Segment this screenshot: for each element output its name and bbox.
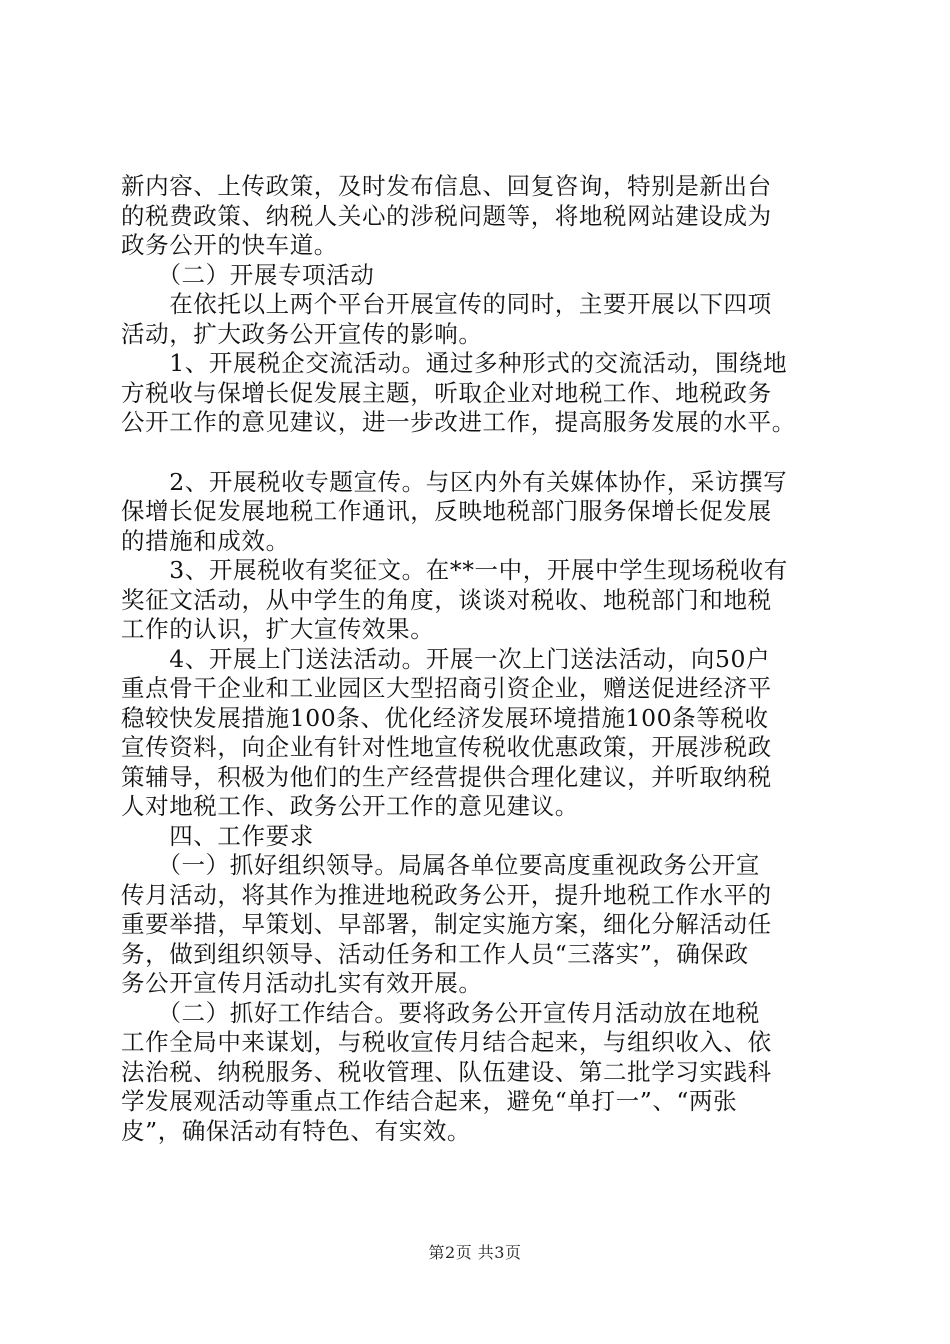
text-line: 宣传资料，向企业有针对性地宣传税收优惠政策，开展涉税政 (121, 733, 772, 761)
page-footer: 第2页 共3页 (428, 1243, 522, 1262)
text-line: 的税费政策、纳税人关心的涉税问题等，将地税网站建设成为 (121, 201, 772, 230)
text-line: 务公开宣传月活动扎实有效开展。 (121, 969, 483, 997)
text-line: 公开工作的意见建议，进一步改进工作，提高服务发展的水平。 (121, 408, 796, 436)
text-line: 2、开展税收专题宣传。与区内外有关媒体协作，采访撰写 (121, 467, 788, 496)
text-line: 重点骨干企业和工业园区大型招商引资企业，赠送促进经济平 (121, 674, 772, 702)
text-line: 重要举措，早策划、早部署，制定实施方案，细化分解活动任 (121, 910, 772, 938)
text-line: （一）抓好组织领导。局属各单位要高度重视政务公开宣 (121, 851, 760, 879)
text-line: 3、开展税收有奖征文。在**一中，开展中学生现场税收有 (121, 556, 788, 584)
text-line: 政务公开的快车道。 (121, 231, 338, 259)
text-line: 在依托以上两个平台开展宣传的同时，主要开展以下四项 (121, 290, 772, 318)
text-line: 新内容、上传政策，及时发布信息、回复咨询，特别是新出台 (121, 172, 772, 200)
document-body (121, 172, 833, 1146)
text-line: 务，做到组织领导、活动任务和工作人员“三落实”，确保政 (121, 939, 749, 968)
text-line: 保增长促发展地税工作通讯，反映地税部门服务保增长促发展 (121, 497, 772, 525)
text-line: 工作的认识，扩大宣传效果。 (121, 615, 435, 643)
section-heading: 四、工作要求 (121, 821, 314, 850)
text-line: 奖征文活动，从中学生的角度，谈谈对税收、地税部门和地税 (121, 585, 772, 614)
text-line: 的措施和成效。 (121, 526, 290, 555)
text-line: 人对地税工作、政务公开工作的意见建议。 (121, 792, 579, 820)
text-line: 稳较快发展措施100条、优化经济发展环境措施100条等税收 (121, 703, 769, 732)
text-line: 策辅导，积极为他们的生产经营提供合理化建议，并听取纳税 (121, 762, 772, 791)
text-line: 1、开展税企交流活动。通过多种形式的交流活动，围绕地 (121, 349, 788, 377)
text-line: 4、开展上门送法活动。开展一次上门送法活动，向50户 (121, 644, 771, 673)
text-line: 方税收与保增长促发展主题，听取企业对地税工作、地税政务 (121, 378, 772, 407)
text-line: 学发展观活动等重点工作结合起来，避免“单打一”、“两张 (121, 1087, 738, 1115)
text-line: 传月活动，将其作为推进地税政务公开，提升地税工作水平的 (121, 880, 772, 909)
text-line: 工作全局中来谋划，与税收宣传月结合起来，与组织收入、依 (121, 1028, 772, 1056)
paragraph-gap (121, 438, 833, 468)
text-line: 法治税、纳税服务、税收管理、队伍建设、第二批学习实践科 (121, 1057, 772, 1086)
text-line: 皮”，确保活动有特色、有实效。 (121, 1116, 472, 1145)
section-heading: （二）开展专项活动 (121, 260, 375, 289)
text-line: 活动，扩大政务公开宣传的影响。 (121, 319, 483, 348)
text-line: （二）抓好工作结合。要将政务公开宣传月活动放在地税 (121, 998, 760, 1027)
